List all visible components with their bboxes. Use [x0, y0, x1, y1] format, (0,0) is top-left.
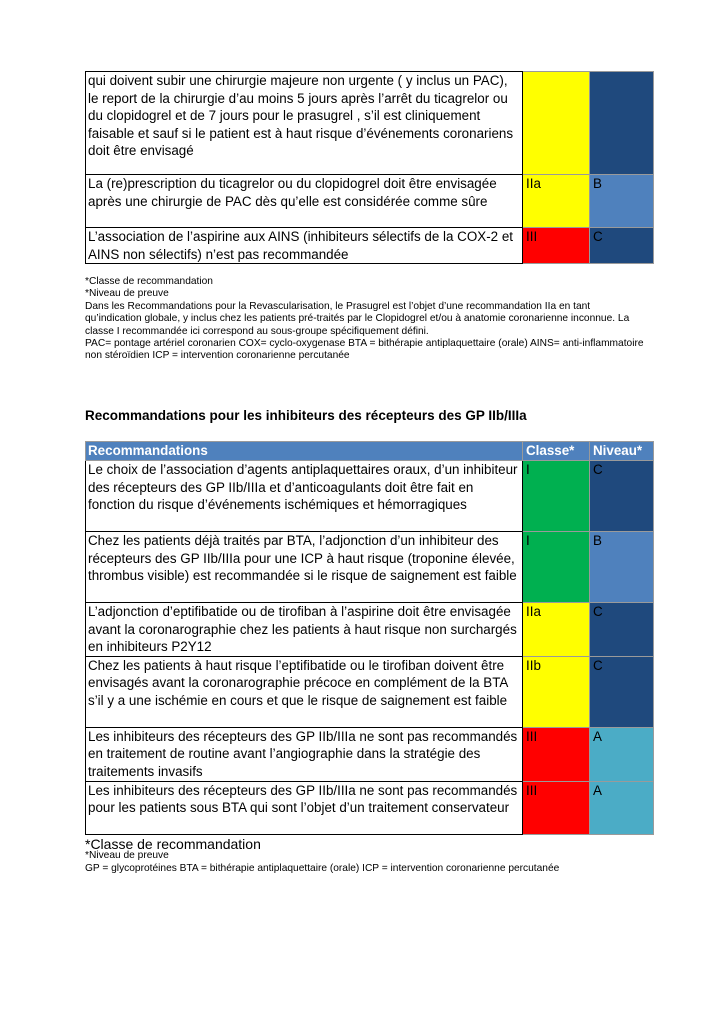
class-cell: IIa	[523, 175, 590, 228]
footnote: Dans les Recommandations pour la Revascularisation, le Prasugrel est l’objet d’une recommandation IIa en tant qu’indication globale, y inclus chez les patients pré-traités par le Clopidogrel et/ou à anatomie coronarienne inconnue. La classe I recommandée ici correspond au sous-groupe spécifiquement défini.	[85, 300, 630, 337]
class-cell: IIb	[523, 656, 590, 727]
level-cell	[590, 72, 654, 175]
recommendations-table-1	[85, 71, 654, 264]
table-row	[86, 532, 654, 603]
footnote: *Classe de recommandation	[85, 276, 213, 287]
recommendation-text: L’association de l’aspirine aux AINS (inhibiteurs sélectifs de la COX-2 et AINS non sélectifs) n’est pas recommandée	[86, 228, 523, 264]
recommendation-text: Les inhibiteurs des récepteurs des GP IIb/IIIa ne sont pas recommandés pour les patients sous BTA qui sont l’objet d’un traitement conservateur	[86, 781, 523, 834]
footnotes-1	[85, 276, 645, 363]
table-row	[86, 461, 654, 532]
table-row	[86, 175, 654, 228]
recommendation-text: La (re)prescription du ticagrelor ou du clopidogrel doit être envisagée après une chirurgie de PAC dès qu’elle est considérée comme sûre	[86, 175, 523, 228]
recommendation-text: Chez les patients déjà traités par BTA, l’adjonction d’un inhibiteur des récepteurs des GP IIb/IIIa pour une ICP à haut risque (troponine élevée, thrombus visible) est recommandée si le risque de saignement est faible	[86, 532, 523, 603]
header-niveau: Niveau*	[590, 442, 654, 461]
footnote: *Niveau de preuve	[85, 288, 169, 300]
recommendations-table-2	[85, 441, 654, 835]
header-classe: Classe*	[523, 442, 590, 461]
table-row	[86, 603, 654, 657]
table-row	[86, 72, 654, 175]
recommendation-text: L’adjonction d’eptifibatide ou de tirofiban à l’aspirine doit être envisagée avant la coronarographie chez les patients à haut risque non surchargés en inhibiteurs P2Y12	[86, 603, 523, 657]
level-cell: C	[590, 461, 654, 532]
class-cell: III	[523, 727, 590, 781]
class-cell: I	[523, 461, 590, 532]
footnotes-2	[85, 838, 645, 875]
footnote: GP = glycoprotéines BTA = bithérapie antiplaquettaire (orale) ICP = intervention coronarienne percutanée	[85, 862, 560, 874]
level-cell: B	[590, 532, 654, 603]
recommendation-text: Chez les patients à haut risque l’eptifibatide ou le tirofiban doivent être envisagés avant la coronarographie précoce en complément de la BTA s’il y a une ischémie en cours et que le risque de saignement est faible	[86, 656, 523, 727]
class-cell: III	[523, 781, 590, 834]
level-cell: B	[590, 175, 654, 228]
class-cell: IIa	[523, 603, 590, 657]
level-cell: A	[590, 727, 654, 781]
footnote: PAC= pontage artériel coronarien COX= cyclo-oxygenase BTA = bithérapie antiplaquettaire (orale) AINS= anti-inflammatoire non stéroïdien ICP = intervention coronarienne percutanée	[85, 338, 644, 362]
level-cell: A	[590, 781, 654, 834]
section-title: Recommandations pour les inhibiteurs des récepteurs des GP IIb/IIIa	[85, 408, 527, 423]
table-row	[86, 656, 654, 727]
table-row	[86, 727, 654, 781]
recommendation-text: qui doivent subir une chirurgie majeure non urgente ( y inclus un PAC), le report de la chirurgie d’au moins 5 jours après l’arrêt du ticagrelor ou du clopidogrel et de 7 jours pour le prasugrel , s’il est cliniquement faisable et sauf si le patient est à haut risque d’événements coronariens doit être envisagé	[86, 72, 523, 175]
table-row	[86, 228, 654, 264]
class-cell: III	[523, 228, 590, 264]
footnote: *Classe de recommandation	[85, 836, 261, 852]
recommendation-text: Le choix de l’association d’agents antiplaquettaires oraux, d’un inhibiteur des récepteurs des GP IIb/IIIa et d’anticoagulants doit être fait en fonction du risque d’événements ischémiques et hémorragiques	[86, 461, 523, 532]
header-recommandations: Recommandations	[86, 442, 523, 461]
table-row	[86, 781, 654, 834]
class-cell	[523, 72, 590, 175]
class-cell: I	[523, 532, 590, 603]
table-header-row	[86, 442, 654, 461]
level-cell: C	[590, 228, 654, 264]
level-cell: C	[590, 656, 654, 727]
recommendation-text: Les inhibiteurs des récepteurs des GP IIb/IIIa ne sont pas recommandés en traitement de routine avant l’angiographie dans la stratégie des traitements invasifs	[86, 727, 523, 781]
footnote: *Niveau de preuve	[85, 850, 169, 862]
level-cell: C	[590, 603, 654, 657]
